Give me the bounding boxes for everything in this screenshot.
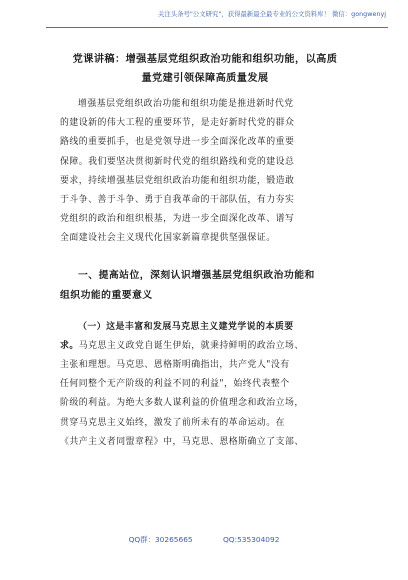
- paragraph-line: 保障。我们要坚决贯彻新时代党的组织路线和党的建设总: [60, 156, 295, 167]
- paragraph-text: 马克思主义政党自诞生伊始，就秉持鲜明的政治立场、: [78, 340, 304, 351]
- subsection-paragraph: [60, 318, 350, 452]
- paragraph-line: 全面建设社会主义现代化国家新篇章提供坚强保证。: [60, 233, 276, 244]
- paragraph-line: 《共产主义者同盟章程》中，马克思、恩格斯确立了支部、: [60, 436, 304, 447]
- section-heading-line: 组织功能的重要意义: [60, 289, 153, 301]
- subsection-heading-cont: 求。: [60, 340, 79, 351]
- title-line: 量党建引领保障高质量发展: [141, 72, 269, 84]
- section-heading-line: 一、提高站位，深刻认识增强基层党组织政治功能和: [78, 269, 315, 281]
- document-body: [60, 50, 350, 452]
- qq-text: QQ:535304092: [222, 535, 280, 544]
- paragraph-line: 党组织的政治和组织根基，为进一步全面深化改革、谱写: [60, 214, 295, 225]
- document-title: [60, 50, 350, 88]
- paragraph-line: 增强基层党组织政治功能和组织功能是推进新时代党: [78, 99, 294, 109]
- header-divider: [46, 27, 388, 28]
- paragraph-line: [60, 337, 350, 356]
- paragraph-line: 任何同整个无产阶级的利益不同的利益"，始终代表整个: [60, 379, 290, 390]
- intro-paragraph: [60, 95, 350, 249]
- header-note: 关注头条号"公文研究"，获得最新最全最专业的公文资料库！ 微信：gongwenyj: [157, 10, 386, 18]
- qq-group-text: QQ群：30265665: [128, 535, 193, 544]
- paragraph-line: 贯穿马克思主义始终，激发了前所未有的革命运动。在: [60, 417, 285, 428]
- subsection-heading: （一）这是丰富和发展马克思主义建党学说的本质要: [78, 321, 294, 332]
- title-line: 党课讲稿：增强基层党组织政治功能和组织功能，以高质: [72, 53, 338, 65]
- paragraph-line: 的建设新的伟大工程的重要环节，是走好新时代党的群众: [60, 118, 295, 129]
- paragraph-line: 路线的重要抓手，也是党领导进一步全面深化改革的重要: [60, 137, 295, 148]
- section-heading: [60, 266, 350, 306]
- paragraph-line: 阶级的利益。为绝大多数人谋利益的价值理念和政治立场，: [60, 398, 304, 409]
- paragraph-line: 主张和理想。马克思、恩格斯明确指出，共产党人"没有: [60, 360, 290, 371]
- footer-contacts: [0, 534, 408, 545]
- paragraph-line: 要求，持续增强基层党组织政治功能和组织功能，锻造敢: [60, 175, 295, 186]
- paragraph-line: 于斗争、善于斗争、勇于自我革命的干部队伍，有力夯实: [60, 195, 295, 206]
